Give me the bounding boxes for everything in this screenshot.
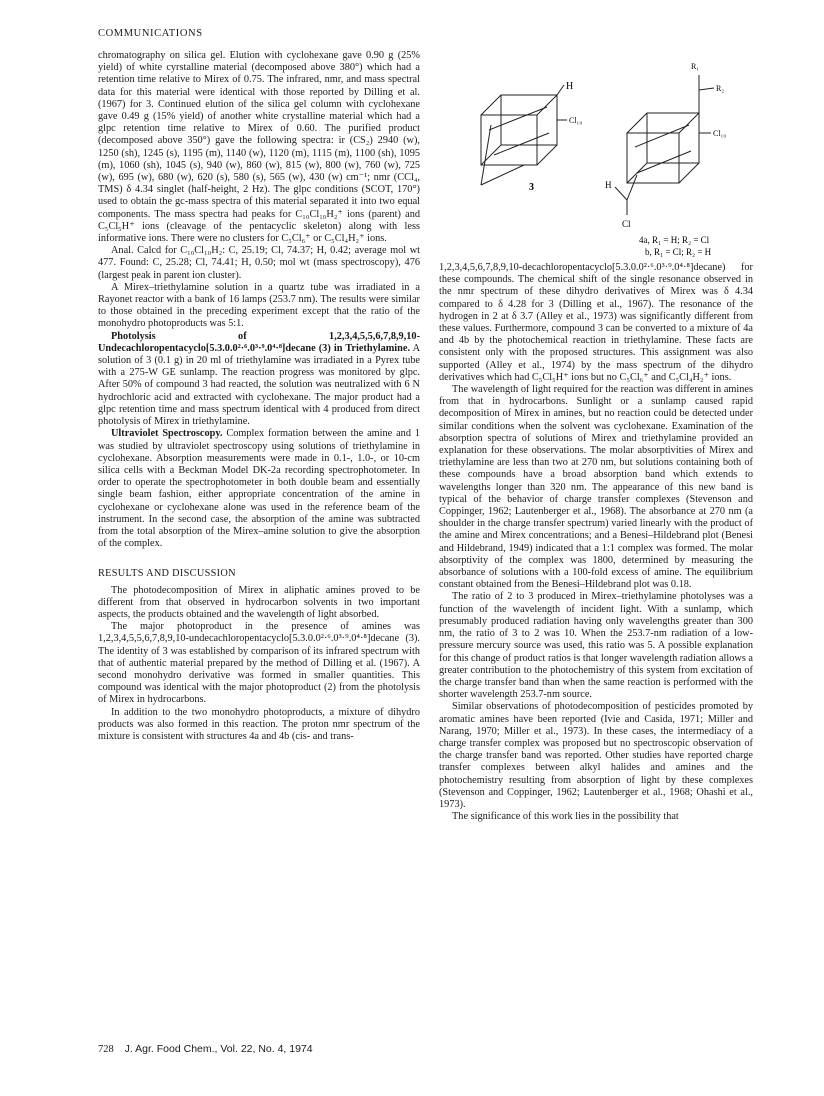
right-paragraph-1: 1,2,3,4,5,6,7,8,9,10-decachloropentacyclo[5.3.0.0²·⁶.0³·⁹.0⁴·⁸]decane) for these compounds. The chemical shift of the single resonance observed in the nmr spectrum of these dihydro derivatives of Mirex was δ 4.34 compared to δ 4.28 for 3 (Dilling et al., 1967). The resonance of the hydrogen in 2 at δ 3.7 (Alley et al., 1973) was significantly different from these values. Furthermore, compound 3 can be converted to a mixture of 4a and 4b by the photochemical reaction in triethylamine. These facts are consistent only with the proposed structures. This assignment was also supported (Alley et al., 1974) by the mass spectrum of the dihydro derivatives which had C₅Cl₅H⁺ ions but no C₅Cl₆⁺ and C₅Cl₄H₂⁺ ions. [439, 262, 753, 383]
struct3-h-label: H [566, 81, 574, 92]
struct4-r1-label: R₁ [691, 62, 700, 71]
right-column [439, 262, 753, 823]
left-paragraph-7: The major photoproduct in the presence of amines was 1,2,3,4,5,5,6,7,8,9,10-undecachloropentacyclo[5.3.0.0²·⁶.0³·⁹.0⁴·⁸]decane (3). The identity of 3 was established by comparison of its infrared spectrum with that of authentic material prepared by the method of Dilling et al. (1967). A second monohydro derivative was formed in smaller quantities. This compound was identical with the major photoproduct (2) from the photolysis of Mirex in hydrocarbons. [98, 621, 420, 706]
left-paragraph-6: The photodecomposition of Mirex in aliphatic amines proved to be different from that observed in hydrocarbon solvents in two important aspects, the products obtained and the wavelength of light absorbed. [98, 584, 420, 620]
running-head: COMMUNICATIONS [98, 28, 203, 39]
left-paragraph-3: A Mirex–triethylamine solution in a quartz tube was irradiated in a Rayonet reactor with a bank of 16 lamps (253.7 nm). The results were similar to those obtained in the preceding experiment except that the ratio of the monohydro photoproducts was 5:1. [98, 281, 420, 330]
caption-4b: b, R₁ = Cl; R₂ = H [645, 247, 712, 257]
struct4-cl-label: Cl₁₀ [713, 129, 727, 138]
section-heading: RESULTS AND DISCUSSION [98, 568, 236, 580]
journal-citation: J. Agr. Food Chem., Vol. 22, No. 4, 1974 [124, 1043, 313, 1055]
struct4-r2-label: R₂ [716, 84, 725, 93]
right-paragraph-5: The significance of this work lies in the possibility that [452, 811, 679, 823]
photolysis-text: A solution of 3 (0.1 g) in 20 ml of triethylamine was irradiated in a Pyrex tube with a 275-W GE sunlamp. The reaction progress was monitored by glpc. After 50% of compound 3 had reacted, the solution was neutralized with 6 N hydrochloric acid and extracted with cyclohexane. The major product had a glpc retention time and mass spectrum identical with 4 produced from direct photolysis of Mirex in triethylamine. [98, 342, 420, 428]
left-paragraph-1: chromatography on silica gel. Elution with cyclohexane gave 0.90 g (25% yield) of white cyrstalline material (decomposed above 380°) which had a retention time relative to Mirex of 0.75. The infrared, nmr, and mass spectral data for this material were identical with those reported by Dilling et al. (1967) for 3. Continued elution of the silica gel column with cyclohexane gave 0.49 g (15% yield) of another white crystalline material which had a glpc retention time relative to Mirex of 0.60. The purified product (decomposed above 350°) gave the following spectra: ir (CS₂) 2940 (w), 1250 (sh), 1245 (s), 1195 (m), 1140 (w), 1120 (m), 1115 (m), 1100 (sh), 1095 (m), 1060 (sh), 1045 (s), 940 (w), 860 (w), 815 (w), 800 (w), 760 (w), 725 (w), 695 (w), 680 (w), 620 (s), 580 (s), 565 (w), 430 (w) cm⁻¹; nmr (CCl₄, TMS) δ 4.34 singlet (half-height, 2 Hz). The glpc conditions (SCOT, 170°) used to obtain the gc-mass spectra of this material separated it into two equal components. The mass spectra had peaks for C₁₀Cl₁₀H₂⁺ ions (parent) and C₅Cl₅H⁺ ions (cleavage of the pentacyclic skeleton) along with less informative ions. There were no clusters for C₅Cl₆⁺ or C₅Cl₄H₂⁺ ions. [98, 50, 420, 245]
structure-figures [439, 55, 759, 265]
left-column [98, 50, 420, 743]
struct3-number: 3 [529, 182, 534, 193]
struct4-cl-bottom-label: Cl [622, 219, 631, 229]
left-paragraph-2: Anal. Calcd for C₁₀Cl₁₀H₂: C, 25.19; Cl, 74.37; H, 0.42; average mol wt 477. Found: C, 25.28; Cl, 74.41; H, 0.50; mol wt (mass spectroscopy), 476 (largest peak in parent ion cluster). [98, 245, 420, 281]
right-paragraph-4: Similar observations of photodecomposition of pesticides promoted by aromatic amines have been reported (Ivie and Casida, 1971; Miller and Narang, 1970; Miller et al., 1973). In these cases, the intermediacy of a charge transfer complex was proposed but no spectroscopic observation of the charge transfer band was reported. Other studies have reported charge transfer complexes between alkyl halides and amines and the photochemistry resulting from absorption of light by these complexes (Stevenson and Coppinger, 1962; Lautenberger et al., 1968; Ohashi et al., 1973). [439, 701, 753, 810]
caption-4a: 4a, R₁ = H; R₂ = Cl [639, 235, 710, 245]
struct4-h-label: H [605, 180, 612, 190]
right-paragraph-3: The ratio of 2 to 3 produced in Mirex–triethylamine photolyses was a function of the wavelength of incident light. With a sunlamp, which presumably produced radiation having only wavelengths greater than 300 nm, the ratio of 3 to 2 was 10. When the 253.7-nm radiation of a low-pressure mercury source was used, this ratio was 5. A possible explanation for this change of product ratios is that longer wavelength radiation allows a greater contribution to the photochemistry of this system from excitation of the charge transfer band than when the same reaction is performed with the shorter wavelength 253.7-nm source. [439, 591, 753, 701]
uv-text: Complex formation between the amine and 1 was studied by ultraviolet spectroscopy using solutions of triethylamine in cyclohexane. Absorption measurements were made in 0.1-, 1.0-, or 10-cm silica cells with a Beckman Model DK-2a recording spectrophotometer. In order to operate the spectrophotometer in both double beam and essentially single beam fashion, either appropriate concentration of the amine in cyclohexane or cyclohexane alone was used in the reference beam of the instrument. In the second case, the absorption of the amine was subtracted from the total absorption of the Mirex–amine solution to give the absorption of the complex. [98, 428, 420, 550]
left-paragraph-8: In addition to the two monohydro photoproducts, a mixture of dihydro products was also formed in this reaction. The proton nmr spectrum of the mixture is consistent with structures 4a and 4b (cis- and trans- [98, 706, 420, 742]
uv-heading: Ultraviolet Spectroscopy. [111, 428, 223, 440]
struct3-cl-label: Cl₁₀ [569, 116, 583, 125]
left-paragraph-5 [98, 428, 420, 550]
structure-4 [615, 75, 714, 215]
page-number: 728 [98, 1044, 114, 1055]
photolysis-heading: Photolysis of 1,2,3,4,5,5,6,7,8,9,10-Undecachloropentacyclo[5.3.0.0²·⁶.0³·⁹.0⁴·⁸]decane (3) in Triethylamine. [98, 330, 420, 354]
left-paragraph-4 [98, 331, 420, 429]
page-footer [98, 1043, 313, 1055]
structure-3 [481, 85, 567, 185]
right-paragraph-2: The wavelength of light required for the reaction was different in amines from that in hydrocarbons. Sunlight or a sunlamp caused rapid decomposition of Mirex in amines, but no reaction could be detected under similar conditions when the solvent was cyclohexane. Examination of the absorption spectra of solutions of Mirex and triethylamine provided an explanation for these observations. The molar absorptivities of Mirex and triethylamine are less than two at 270 nm, but solutions containing both of these compounds have a broad absorption band which extends to wavelengths longer than 320 nm. The appearance of this new band is typical of the behavior of charge transfer complexes (Stevenson and Coppinger, 1962; Lautenberger et al., 1968). The absorbance at 270 nm (a shoulder in the charge transfer spectrum) varied linearly with the product of the amine and Mirex concentrations; and a Benesi–Hildebrand plot (Benesi and Hildebrand, 1949) indicated that a 1:1 complex was formed. The molar absorptivity of the complex was 1800, determined by measuring the absorbance of solutions with a 100-fold excess of amine. The equilibrium constant obtained from the Benesi–Hildebrand plot was 0.18. [439, 384, 753, 591]
